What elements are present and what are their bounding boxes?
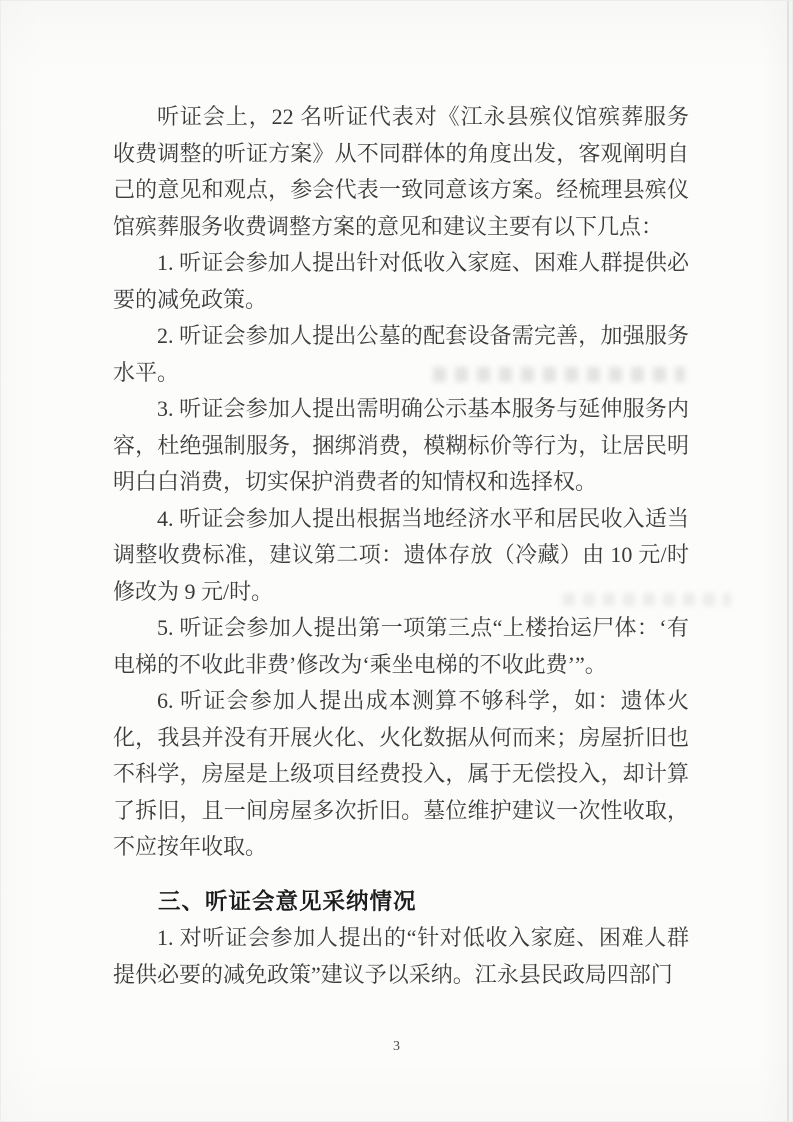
page-number: 3	[393, 1039, 400, 1054]
paragraph-adoption-1: 1. 对听证会参加人提出的“针对低收入家庭、困难人群提供必要的减免政策”建议予以采纳。江永县民政局四部门	[113, 925, 689, 987]
paragraph-point-2: 2. 听证会参加人提出公墓的配套设备需完善，加强服务水平。	[113, 323, 689, 385]
scan-edge-line	[787, 1, 789, 1121]
page-footer	[1, 1037, 792, 1055]
paragraph-point-5: 5. 听证会参加人提出第一项第三点“上楼抬运尸体：‘有电梯的不收此非费’修改为‘乘坐电梯的不收此费’”。	[113, 615, 689, 677]
paragraph-point-1: 1. 听证会参加人提出针对低收入家庭、困难人群提供必要的减免政策。	[113, 250, 689, 312]
paragraph-point-6: 6. 听证会参加人提出成本测算不够科学，如：遗体火化，我县并没有开展火化、火化数据从何而来；房屋折旧也不科学，房屋是上级项目经费投入，属于无偿投入，却计算了拆旧，且一间房屋多次折旧。墓位维护建议一次性收取，不应按年收取。	[113, 688, 689, 859]
paragraph-point-4: 4. 听证会参加人提出根据当地经济水平和居民收入适当调整收费标准，建议第二项：遗体存放（冷藏）由 10 元/时修改为 9 元/时。	[113, 505, 689, 604]
paragraph-point-3: 3. 听证会参加人提出需明确公示基本服务与延伸服务内容，杜绝强制服务，捆绑消费，模糊标价等行为，让居民明明白白消费，切实保护消费者的知情权和选择权。	[113, 396, 689, 494]
section-heading: 三、听证会意见采纳情况	[158, 888, 417, 914]
paragraph-intro: 听证会上，22 名听证代表对《江永县殡仪馆殡葬服务收费调整的听证方案》从不同群体的角度出发，客观阐明自己的意见和观点，参会代表一致同意该方案。经梳理县殡仪馆殡葬服务收费调整方案的意见和建议主要有以下几点：	[113, 104, 689, 239]
document-body	[113, 99, 689, 993]
